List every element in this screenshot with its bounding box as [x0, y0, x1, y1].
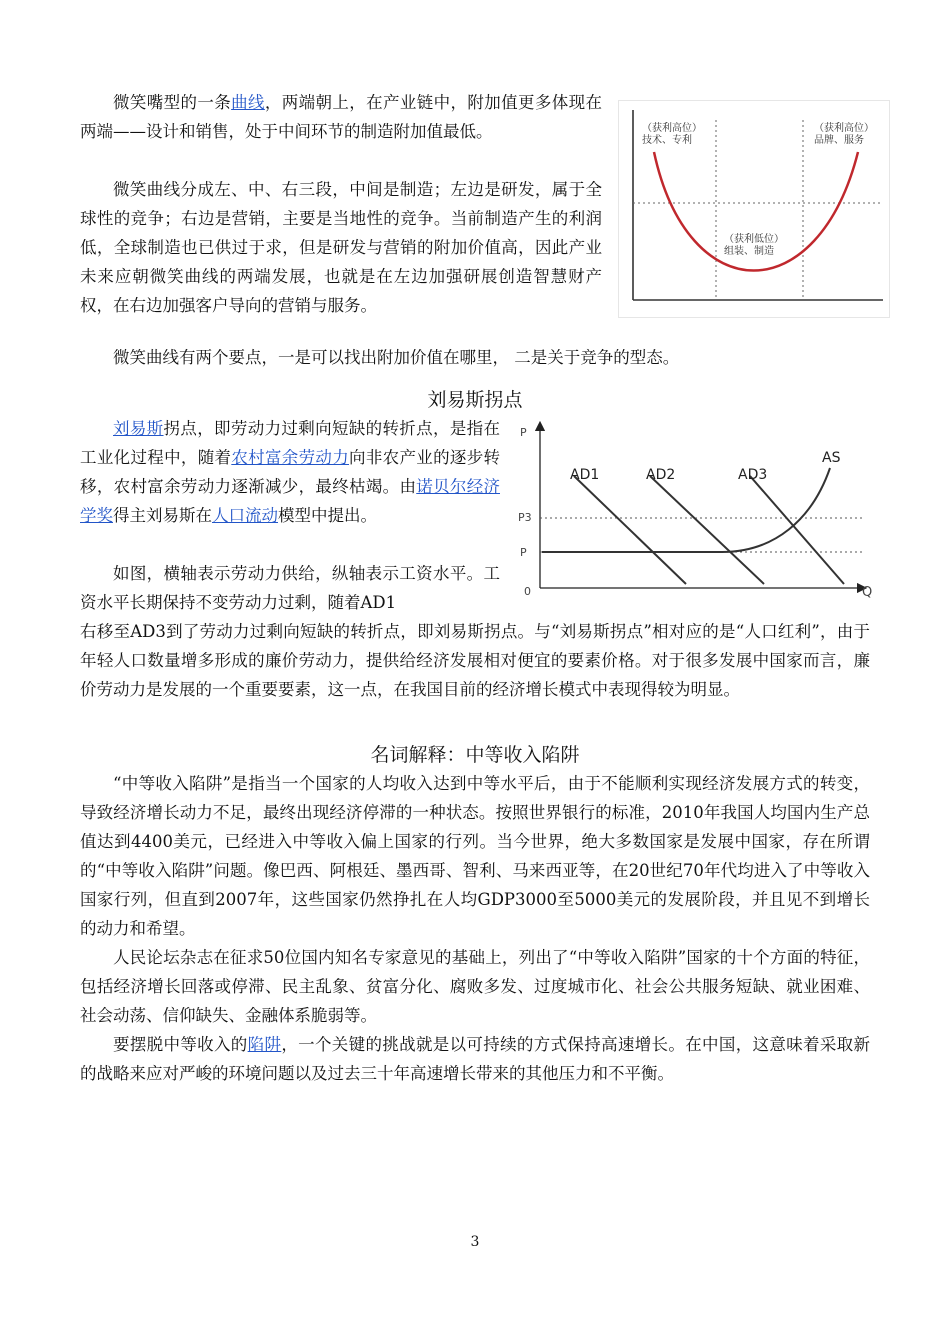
lewis-p1-text-b: 向非农产业的逐步转移，农村富余劳动力逐渐减少，最终枯竭。由 — [80, 448, 500, 496]
smile-p1-text-b: ，两端朝上，在产业链中，附加值更多体现在两端——设计和销售，处于中间环节的制造附加值最低。 — [80, 93, 602, 141]
trap-p3-text-a: 要摆脱中等收入的 — [113, 1035, 248, 1054]
lewis-y-axis-label: P — [520, 426, 527, 439]
ad1-line — [574, 476, 686, 584]
trap-paragraph-1: “中等收入陷阱”是指当一个国家的人均收入达到中等水平后，由于不能顺利实现经济发展方式的转变，导致经济增长动力不足，最终出现经济停滞的一种状态。按照世界银行的标准，2010年我国人均国内生产总值达到4400美元，已经进入中等收入偏上国家的行列。当今世界，绝大多数国家是发展中国家，存在所谓的“中等收入陷阱”问题。像巴西、阿根廷、墨西哥、智利、马来西亚等，在20世纪70年代均进入了中等收入国家行列，但直到2007年，这些国家仍然挣扎在人均GDP3000至5000美元的发展阶段，并且见不到增长的动力和希望。 — [80, 774, 870, 938]
ad3-label: AD3 — [738, 467, 768, 483]
lewis-paragraph-1 — [80, 414, 500, 530]
lewis-chart-svg — [512, 420, 880, 606]
curve-link[interactable]: 曲线 — [231, 93, 265, 112]
lewis-p-label: P — [520, 546, 527, 559]
lewis-x-axis-label: Q — [862, 585, 873, 600]
as-label: AS — [822, 450, 841, 466]
smile-left-label-2: 技术、专利 — [642, 135, 692, 146]
smile-paragraph-3: 微笑曲线有两个要点，一是可以找出附加价值在哪里， 二是关于竞争的型态。 — [113, 348, 680, 367]
smile-curve-svg — [618, 100, 890, 318]
lewis-origin-label: 0 — [524, 585, 531, 598]
trap-paragraph-2: 人民论坛杂志在征求50位国内知名专家意见的基础上，列出了“中等收入陷阱”国家的十个方面的特征，包括经济增长回落或停滞、民主乱象、贫富分化、腐败多发、过度城市化、社会公共服务短缺、就业困难、社会动荡、信仰缺失、金融体系脆弱等。 — [80, 948, 870, 1025]
smile-left-label-1: （获利高位） — [642, 123, 702, 134]
ad1-label: AD1 — [570, 467, 600, 483]
lewis-heading: 刘易斯拐点 — [427, 389, 523, 411]
population-mobility-link[interactable]: 人口流动 — [212, 506, 278, 525]
smile-paragraph-1 — [80, 88, 602, 146]
smile-mid-label-1: （获利低位） — [724, 234, 784, 245]
nobel-economics-link[interactable]: 诺贝尔经济学奖 — [80, 477, 500, 525]
trap-paragraph-3 — [80, 1030, 870, 1088]
smile-p1-text-a: 微笑嘴型的一条 — [113, 93, 232, 112]
smile-mid-label-2: 组装、制造 — [724, 246, 774, 257]
lewis-chart-figure — [512, 420, 880, 606]
rural-surplus-labor-link[interactable]: 农村富余劳动力 — [231, 448, 349, 467]
trap-p3-text-b: ，一个关键的挑战就是以可持续的方式保持高速增长。在中国，这意味着采取新的战略来应对严峻的环境问题以及过去三十年高速增长带来的其他压力和不平衡。 — [80, 1035, 871, 1083]
smile-right-label-2: 品牌、服务 — [814, 135, 864, 146]
lewis-paragraph-2-rest: 右移至AD3到了劳动力过剩向短缺的转折点，即刘易斯拐点。与“刘易斯拐点”相对应的是“人口红利”，由于年轻人口数量增多形成的廉价劳动力，提供给经济发展相对便宜的要素价格。对于很多发展中国家而言，廉价劳动力是发展的一个重要要素，这一点，在我国目前的经济增长模式中表现得较为明显。 — [80, 622, 870, 699]
lewis-link[interactable]: 刘易斯 — [113, 419, 164, 438]
page-number: 3 — [470, 1234, 480, 1250]
smile-curve-figure — [618, 100, 890, 318]
trap-heading: 名词解释：中等收入陷阱 — [370, 744, 580, 766]
smile-right-label-1: （获利高位） — [814, 123, 874, 134]
smile-paragraph-2: 微笑曲线分成左、中、右三段，中间是制造；左边是研发，属于全球性的竞争；右边是营销，主要是当地性的竞争。当前制造产生的利润低，全球制造也已供过于求，但是研发与营销的附加价值高，因此产业未来应朝微笑曲线的两端发展，也就是在左边加强研展创造智慧财产权，在右边加强客户导向的营销与服务。 — [80, 180, 602, 315]
lewis-p1-text-c: 得主刘易斯在 — [113, 506, 212, 525]
lewis-p3-label: P3 — [518, 511, 532, 524]
trap-link[interactable]: 陷阱 — [247, 1035, 282, 1054]
lewis-paragraph-2-start: 如图，横轴表示劳动力供给，纵轴表示工资水平。工资水平长期保持不变劳动力过剩，随着AD1 — [80, 564, 500, 612]
ad3-line — [750, 476, 844, 584]
ad2-label: AD2 — [646, 467, 676, 483]
ad2-line — [650, 476, 764, 584]
lewis-p1-text-a: 拐点，即劳动力过剩向短缺的转折点，是指在工业化过程中，随着 — [80, 419, 501, 467]
lewis-p1-text-d: 模型中提出。 — [278, 506, 377, 525]
